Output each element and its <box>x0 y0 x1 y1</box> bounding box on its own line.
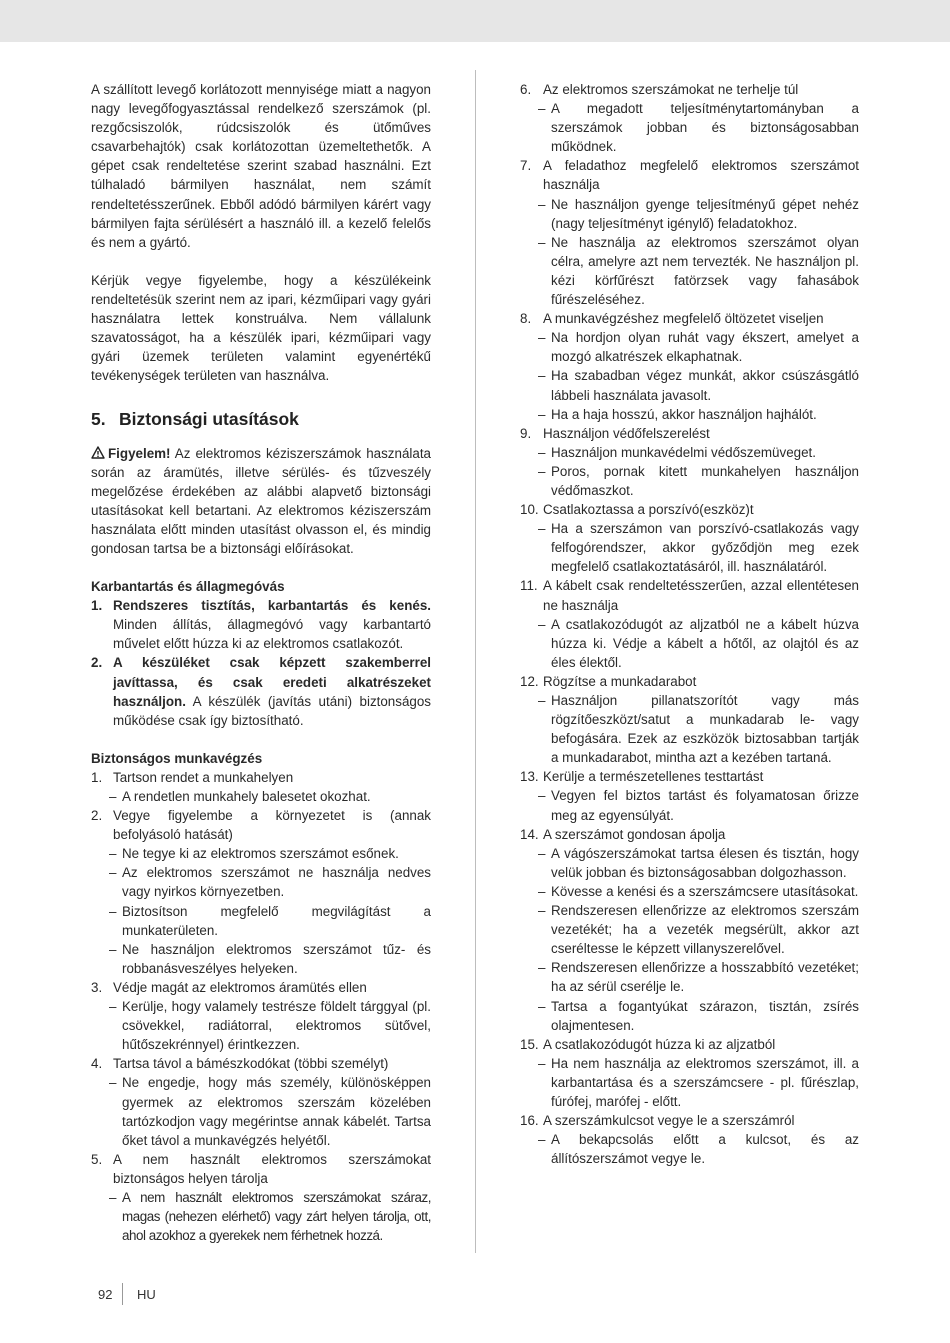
item-text: Védje magát az elektromos áramütés ellen <box>113 979 367 995</box>
sub-item <box>520 786 859 824</box>
item-text: A feladathoz megfelelő elektromos szerszámot használja <box>543 158 859 193</box>
sub-item <box>520 519 859 576</box>
item-number: 1. <box>91 769 103 785</box>
item-number: 7. <box>520 158 532 174</box>
item-number: 4. <box>91 1056 103 1072</box>
item-number: 9. <box>520 425 532 441</box>
sub-item <box>520 462 859 500</box>
sub-item <box>91 1073 431 1149</box>
dash-bullet: – <box>538 196 546 212</box>
item-number: 16. <box>520 1113 539 1129</box>
warning-paragraph <box>91 444 431 559</box>
list-item <box>91 806 431 844</box>
sub-item <box>520 882 859 901</box>
sub-item-text: Használjon pillanatszorítót vagy más rögzítőeszközt/satut a munkadarab le- vagy befogására. Ezek az eszközök biztosabban tartják a munkadarabot, mintha azt a kezében tartaná. <box>551 693 859 766</box>
sub-item <box>520 233 859 309</box>
section-title: Biztonsági utasítások <box>119 409 299 430</box>
sub-item <box>91 902 431 940</box>
dash-bullet: – <box>538 788 546 804</box>
sub-item-text: Kövesse a kenési és a szerszámcsere utasításokat. <box>551 883 859 899</box>
dash-bullet: – <box>538 693 546 708</box>
sub-item <box>520 691 859 767</box>
dash-bullet: – <box>109 865 117 881</box>
item-text: A kábelt csak rendeltetésszerűen, azzal ellentétesen ne használja <box>543 578 859 613</box>
sub-item-text: Ne tegye ki az elektromos szerszámot esőnek. <box>122 846 399 862</box>
dash-bullet: – <box>109 1075 117 1091</box>
dash-bullet: – <box>538 330 546 346</box>
dash-bullet: – <box>109 789 117 804</box>
sub-item-text: Az elektromos szerszámot ne használja nedves vagy nyirkos környezetben. <box>122 865 431 900</box>
sub-item-text: A rendetlen munkahely balesetet okozhat. <box>122 789 371 804</box>
list-item <box>520 825 859 844</box>
dash-bullet: – <box>538 960 546 976</box>
column-divider <box>475 70 476 1253</box>
sub-item-text: Biztosítson megfelelő megvilágítást a munkaterületen. <box>122 903 431 938</box>
sub-item-text: Rendszeresen ellenőrizze a hosszabbító vezetéket; ha az sérül cserélje le. <box>551 960 859 995</box>
dash-bullet: – <box>538 998 546 1014</box>
sub-item <box>520 958 859 996</box>
sub-item-text: Ne engedje, hogy más személy, különösképpen gyermek az elektromos szerszám közelében tartózkodjon vagy megérintse annak kábelét. Tartsa őket távol a munkavégzés helyétől. <box>122 1075 431 1148</box>
item-number: 1. <box>91 598 103 614</box>
warning-label: Figyelem! <box>108 445 171 461</box>
item-text: Tartson rendet a munkahelyen <box>113 769 294 785</box>
warning-text: Az elektromos kéziszerszámok használata során az áramütés, illetve sérülés- és tűzveszély megelőzése érdekében az alábbi alapvető biztonsági utasításokat kell betartani. Az elektromos kéziszerszám használata előtt minden utasítást olvasson el, és mindig gondosan tartsa be a biztonsági előírásokat. <box>91 445 431 556</box>
maintenance-list <box>91 596 431 730</box>
sub-item <box>520 997 859 1035</box>
item-text: Használjon védőfelszerelést <box>543 425 710 441</box>
dash-bullet: – <box>109 999 117 1015</box>
item-text <box>113 596 431 653</box>
item-text: Rögzítse a munkadarabot <box>543 673 697 689</box>
sub-item-text: Vegyen fel biztos tartást és folyamatosan őrizze meg az egyensúlyát. <box>551 788 859 823</box>
sub-item <box>91 787 431 806</box>
item-text: Kerülje a természetellenes testtartást <box>543 769 764 785</box>
sub-item-text: Na hordjon olyan ruhát vagy ékszert, amelyet a mozgó alkatrészek elkaphatnak. <box>551 330 859 365</box>
list-item <box>520 80 859 99</box>
sub-item-text: Ha a haja hosszú, akkor használjon hajhálót. <box>551 406 817 422</box>
warning-triangle-icon <box>91 446 105 459</box>
item-text: Az elektromos szerszámokat ne terhelje túl <box>543 82 799 97</box>
sub-item-text: Ne használja az elektromos szerszámot olyan célra, amelyre azt nem tervezték. Ne használjon pl. kézi körfűrészt fatörzsek vagy fahasábok fűrészeléséhez. <box>551 234 859 308</box>
sub-item <box>520 366 859 404</box>
dash-bullet: – <box>538 1055 546 1071</box>
sub-item-text: Használjon munkavédelmi védőszemüveget. <box>551 444 816 460</box>
item-text: A munkavégzéshez megfelelő öltözetet viseljen <box>543 311 824 327</box>
dash-bullet: – <box>109 941 117 957</box>
sub-item <box>520 1130 859 1168</box>
sub-item-text: Ne használjon elektromos szerszámot tűz- és robbanásveszélyes helyeken. <box>122 941 431 976</box>
list-item <box>520 156 859 194</box>
intro-paragraph-2: Kérjük vegye figyelembe, hogy a készülékeink rendeltetésük szerint nem az ipari, kézműipari vagy gyári használatra lettek konstruálva. Nem vállalunk szavatosságot, ha a készülék ipari, kézműipari vagy gyári üzemek területen valamint egyenértékű tevékenységek területen van használva. <box>91 272 431 384</box>
list-item <box>91 768 431 787</box>
sub-item <box>520 844 859 882</box>
item-text: Csatlakoztassa a porszívó(eszköz)t <box>543 502 754 518</box>
section-heading <box>91 410 431 429</box>
intro-paragraph-1: A szállított levegő korlátozott mennyisége miatt a nagyon nagy levegőfogyasztással rendelkező szerszámok (pl. rezgőcsiszolók, rúdcsiszolók és ütőműves csavarbehajtók) csak korlátozottan üzemeltethetők. A gépet csak rendeltetése szerint szabad használni. Ezt túlhaladó bármilyen használat, nem számít rendeltetésszerűnek. Ebből adódó bármilyen kárért vagy bármilyen fajta sérülésért a használó ill. a kezelő felelős és nem a gyártó. <box>91 82 431 250</box>
sub-item <box>520 405 859 424</box>
dash-bullet: – <box>109 1189 117 1205</box>
list-item <box>520 672 859 691</box>
sub-item-text: A nem használt elektromos szerszámokat száraz, magas (nehezen elérhető) vagy zárt helyen tárolja, ott, ahol azokhoz a gyerekek nem férhetnek hozzá. <box>122 1189 431 1244</box>
page-number: 92 <box>98 1286 113 1302</box>
item-number: 14. <box>520 826 539 842</box>
dash-bullet: – <box>538 1132 546 1148</box>
sub-item <box>520 99 859 156</box>
dash-bullet: – <box>109 846 117 862</box>
right-column <box>520 80 859 1168</box>
top-bar <box>0 0 950 42</box>
sub-item-text: Ne használjon gyenge teljesítményű gépet nehéz (nagy teljesítményt igénylő) feladatokhoz. <box>551 196 859 231</box>
sub-item <box>520 443 859 462</box>
item-number: 2. <box>91 655 103 671</box>
maintenance-item <box>91 596 431 653</box>
sub-item-text: A csatlakozódugót az aljzatból ne a kábelt húzva húzza ki. Védje a kábelt a hőtől, az olajtól és az éles élektől. <box>551 616 859 670</box>
safe-work-list <box>91 768 431 1245</box>
sub-item-text: Tartsa a fogantyúkat szárazon, tisztán, zsírés olajmentesen. <box>551 998 859 1033</box>
list-item <box>91 1150 431 1188</box>
sub-item <box>91 844 431 863</box>
dash-bullet: – <box>538 883 546 899</box>
item-text: A csatlakozódugót húzza ki az aljzatból <box>543 1036 776 1052</box>
sub-item <box>91 1188 431 1245</box>
item-number: 3. <box>91 979 103 995</box>
list-item <box>520 500 859 519</box>
dash-bullet: – <box>538 521 546 537</box>
footer-separator <box>122 1283 123 1305</box>
item-number: 6. <box>520 82 532 97</box>
dash-bullet: – <box>538 616 546 632</box>
dash-bullet: – <box>109 903 117 919</box>
dash-bullet: – <box>538 368 546 384</box>
item-regular-text: A készülék (javítás utáni) biztonságos működése csak így biztosítható. <box>113 693 431 728</box>
sub-item <box>520 195 859 233</box>
item-number: 12. <box>520 673 539 689</box>
sub-item <box>91 997 431 1054</box>
left-column <box>91 80 431 1245</box>
item-bold-text: Rendszeres tisztítás, karbantartás és kenés. <box>113 598 431 614</box>
dash-bullet: – <box>538 463 546 479</box>
item-text: Tartsa távol a bámészkodókat (többi személyt) <box>113 1056 389 1072</box>
sub-item-text: A vágószerszámokat tartsa élesen és tisztán, hogy velük jobban és biztonságosabban dolgozhasson. <box>551 845 859 880</box>
sub-item <box>91 863 431 901</box>
list-item <box>91 978 431 997</box>
sub-item-text: Rendszeresen ellenőrizze az elektromos szerszám vezetékét; ha a vezeték megsérült, akkor azt cseréltesse le képzett villanyszerelővel. <box>551 903 859 957</box>
sub-item <box>520 901 859 958</box>
item-number: 8. <box>520 311 532 327</box>
item-bold-text: A készüléket csak képzett szakemberrel javíttassa, és csak eredeti alkatrészeket használjon. <box>113 655 431 709</box>
dash-bullet: – <box>538 903 546 919</box>
page-footer <box>98 1283 156 1305</box>
sub-item-text: A bekapcsolás előtt a kulcsot, és az állítószerszámot vegye le. <box>551 1132 859 1167</box>
sub-item-text: Kerülje, hogy valamely testrésze földelt tárggyal (pl. csövekkel, radiátorral, elektromos sütővel, hűtőszekrénnyel) érintkezzen. <box>122 999 431 1053</box>
sub-item <box>520 328 859 366</box>
item-number: 2. <box>91 808 103 824</box>
list-item <box>520 576 859 614</box>
sub-item-text: A megadott teljesítménytartományban a szerszámok jobban és biztonságosabban működnek. <box>551 101 859 155</box>
list-item <box>520 1111 859 1130</box>
sub-item-text: Ha nem használja az elektromos szerszámot, ill. a karbantartása és a szerszámcsere - pl. fűrészlap, fúrófej, marófej - előtt. <box>551 1055 859 1109</box>
list-item <box>91 1054 431 1073</box>
item-number: 5. <box>91 1151 103 1167</box>
safety-list-continued <box>520 80 859 1168</box>
language-code: HU <box>137 1286 156 1302</box>
sub-item-text: Poros, pornak kitett munkahelyen használjon védőmaszkot. <box>551 463 859 498</box>
item-regular-text: Minden állítás, állagmegóvó vagy karbantartó művelet előtt húzza ki az elektromos csatlakozót. <box>113 617 431 652</box>
section-number: 5. <box>91 409 106 430</box>
item-text: A szerszámot gondosan ápolja <box>543 826 726 842</box>
dash-bullet: – <box>538 845 546 861</box>
dash-bullet: – <box>538 101 546 117</box>
dash-bullet: – <box>538 234 546 250</box>
sub-item <box>520 615 859 672</box>
item-number: 11. <box>520 578 538 594</box>
maintenance-item <box>91 653 431 729</box>
item-text: A szerszámkulcsot vegye le a szerszámról <box>543 1113 795 1129</box>
sub-item-text: Ha szabadban végez munkát, akkor csúszásgátló lábbeli használata javasolt. <box>551 368 859 403</box>
sub-item-text: Ha a szerszámon van porszívó-csatlakozás vagy felfogórendszer, akkor győződjön meg ezek megfelelő csatlakoztatásáról, ill. használatáról. <box>551 521 859 575</box>
list-item <box>520 1035 859 1054</box>
maintenance-title: Karbantartás és állagmegóvás <box>91 579 285 595</box>
item-text: Vegye figyelembe a környezetet is (annak befolyásoló hatását) <box>113 808 431 843</box>
list-item <box>520 424 859 443</box>
item-number: 10. <box>520 502 539 518</box>
sub-item <box>520 1054 859 1111</box>
item-number: 13. <box>520 769 539 785</box>
sub-item <box>91 940 431 978</box>
safe-work-title: Biztonságos munkavégzés <box>91 750 263 766</box>
item-text: A nem használt elektromos szerszámokat biztonságos helyen tárolja <box>113 1151 431 1186</box>
dash-bullet: – <box>538 444 546 460</box>
dash-bullet: – <box>538 406 546 422</box>
list-item <box>520 767 859 786</box>
item-number: 15. <box>520 1036 539 1052</box>
list-item <box>520 309 859 328</box>
item-text <box>113 653 431 729</box>
